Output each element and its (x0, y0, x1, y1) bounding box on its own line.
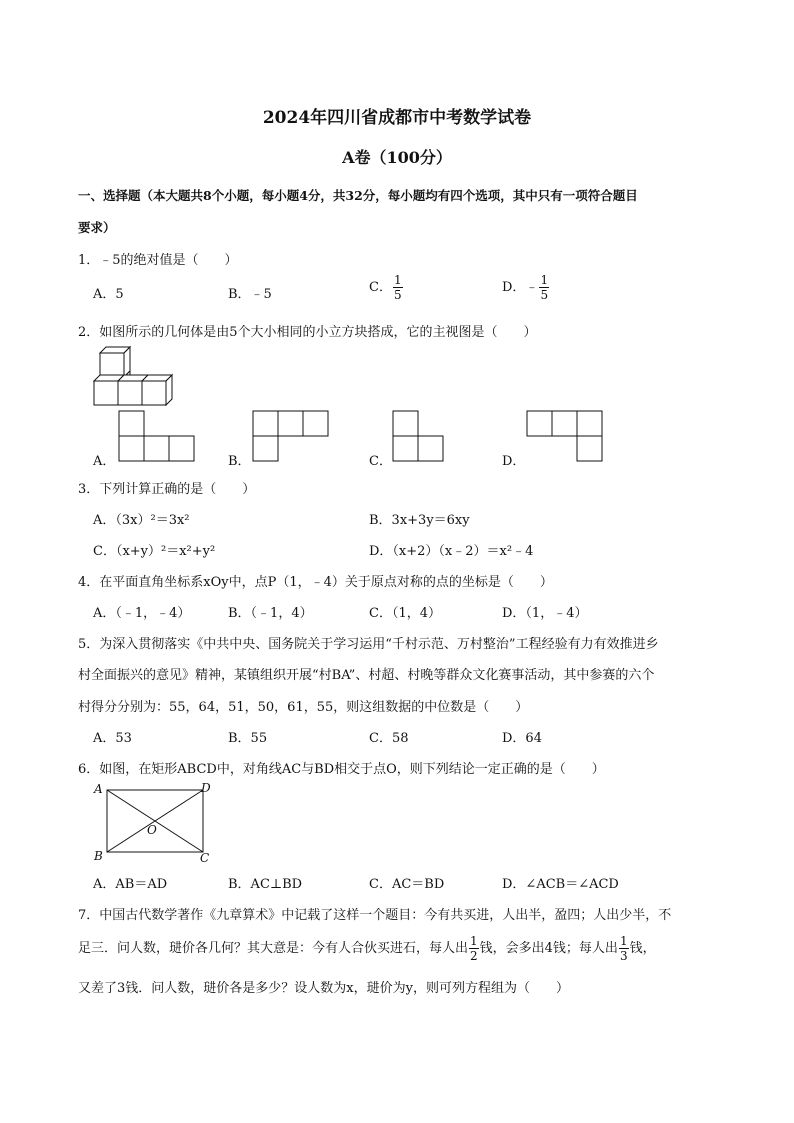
question-1-option-c (369, 274, 404, 301)
question-1-option-d (502, 274, 550, 301)
question-7-line2-part2: 钱，会多出4钱；每人出 (479, 941, 618, 956)
vertex-label-b: B (94, 849, 103, 863)
question-4-option-a: A．（﹣1，﹣4） (93, 606, 191, 621)
section-subtitle: A卷（100分） (342, 148, 452, 167)
question-7-line3: 又差了3钱．问人数，琎价各是多少？设人数为x，琎价为y，则可列方程组为（ ） (78, 981, 569, 996)
question-7-line2-part3: 钱， (629, 941, 656, 956)
question-3-option-d: D．（x+2）（x﹣2）＝x²﹣4 (369, 544, 534, 559)
option-a-front-view (118, 410, 195, 462)
question-2-option-d: D． (502, 454, 526, 469)
fraction-one-third: $\frac{1}{3}$ (619, 934, 628, 963)
cube-solid-figure (90, 343, 185, 407)
option-d-label: D．﹣ (502, 280, 539, 295)
section-heading-line1: 一、选择题（本大题共8个小题，每小题4分，共32分，每小题均有四个选项，其中只有一项符合题目 (78, 188, 638, 203)
fraction-one-half: $\frac{1}{2}$ (470, 934, 478, 963)
question-2-option-c: C． (369, 454, 392, 469)
question-5-option-c: C．58 (369, 731, 409, 746)
vertex-label-c: C (200, 851, 210, 865)
option-b-front-view (252, 410, 329, 462)
option-c-front-view (392, 410, 444, 462)
question-1-option-a: A．5 (93, 287, 124, 302)
question-6-option-b: B．AC⊥BD (228, 877, 303, 892)
question-2-stem: 2．如图所示的几何体是由5个大小相同的小立方块搭成，它的主视图是（ ） (78, 325, 537, 340)
question-4-stem: 4．在平面直角坐标系xOy中，点P（1，﹣4）关于原点对称的点的坐标是（ ） (78, 575, 553, 590)
vertex-label-o: O (147, 823, 157, 837)
question-1-option-b: B．﹣5 (228, 287, 272, 302)
page-title: 2024年四川省成都市中考数学试卷 (262, 108, 532, 128)
question-4-option-b: B．（﹣1，4） (228, 606, 313, 621)
question-4-option-d: D．（1，﹣4） (502, 606, 588, 621)
question-4-option-c: C．（1，4） (369, 606, 441, 621)
question-3-option-b: B．3x+3y＝6xy (369, 513, 470, 528)
question-6-option-c: C．AC＝BD (369, 877, 445, 892)
question-3-stem: 3．下列计算正确的是（ ） (78, 482, 256, 497)
question-5-option-b: B．55 (228, 731, 268, 746)
fraction: $\frac{1}{5}$ (540, 273, 549, 302)
section-heading-line2: 要求） (78, 220, 116, 235)
question-5-line2: 村全面振兴的意见》精神，某镇组织开展“村BA”、村超、村晚等群众文化赛事活动，其中参赛的六个 (78, 668, 655, 683)
question-6-stem: 6．如图，在矩形ABCD中，对角线AC与BD相交于点O，则下列结论一定正确的是（ ） (78, 762, 605, 777)
question-6-option-d: D．∠ACB＝∠ACD (502, 877, 619, 892)
question-3-option-c: C．（x+y）²＝x²+y² (93, 544, 216, 559)
question-1-stem: 1．﹣5的绝对值是（ ） (78, 253, 238, 268)
fraction: $\frac{1}{5}$ (393, 273, 402, 302)
question-7-line1: 7．中国古代数学著作《九章算术》中记载了这样一个题目：今有共买进，人出半，盈四；人出少半，不 (78, 908, 672, 923)
vertex-label-d: D (201, 781, 211, 795)
option-c-label: C． (369, 280, 392, 295)
question-5-option-d: D．64 (502, 731, 542, 746)
question-3-option-a: A．（3x）²＝3x² (93, 513, 190, 528)
question-2-option-b: B． (228, 454, 251, 469)
option-d-front-view (526, 410, 603, 462)
question-5-option-a: A．53 (93, 731, 132, 746)
question-2-option-a: A． (93, 454, 116, 469)
rectangle-abcd-figure (93, 780, 218, 865)
question-6-option-a: A．AB＝AD (93, 877, 168, 892)
question-5-line3: 村得分分别为：55，64，51，50，61，55，则这组数据的中位数是（ ） (78, 700, 529, 715)
vertex-label-a: A (94, 782, 103, 796)
question-7-line2 (78, 935, 656, 962)
question-7-line2-part1: 足三．问人数，琎价各几何？其大意是：今有人合伙买进石，每人出 (78, 941, 469, 956)
question-5-line1: 5．为深入贯彻落实《中共中央、国务院关于学习运用“千村示范、万村整治”工程经验有力有效推进乡 (78, 637, 659, 652)
